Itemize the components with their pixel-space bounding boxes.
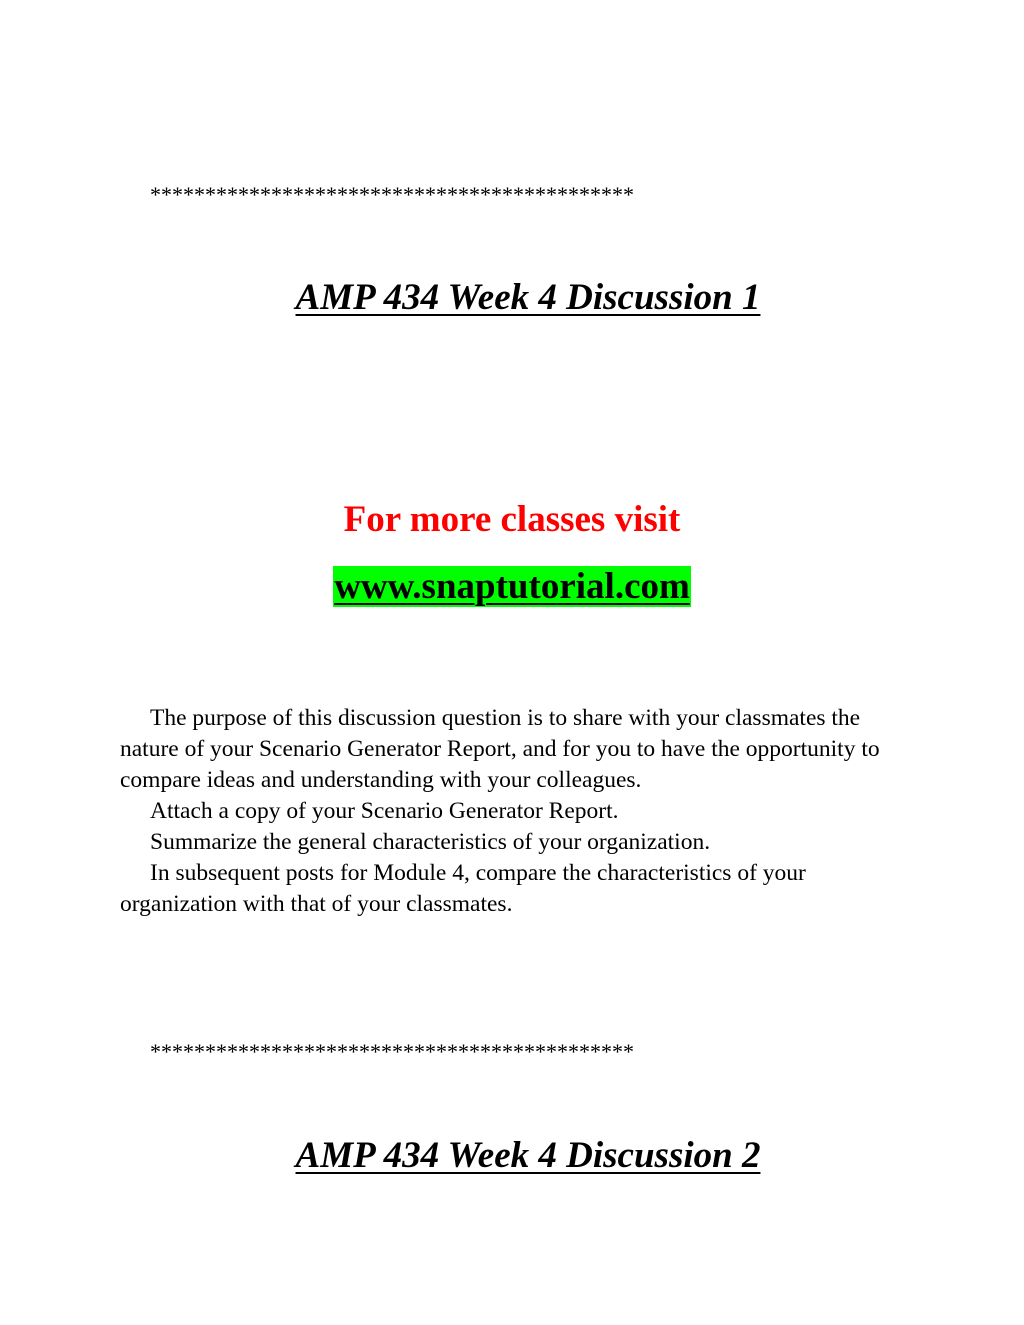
heading-discussion-2-text: AMP 434 Week 4 Discussion 2	[295, 1135, 761, 1176]
heading-discussion-1-text: AMP 434 Week 4 Discussion 1	[295, 277, 761, 318]
heading-discussion-2	[0, 1134, 1024, 1178]
discussion-body	[120, 703, 920, 920]
promo-url-link[interactable]: www.snaptutorial.com	[334, 566, 690, 607]
paragraph-summarize: Summarize the general characteristics of your organization.	[150, 829, 711, 855]
promo-url[interactable]	[0, 565, 1024, 609]
paragraph-attach: Attach a copy of your Scenario Generator Report.	[150, 798, 619, 824]
paragraph-purpose: The purpose of this discussion question is to share with your classmates the nature of your Scenario Generator Report, and for you to have the opportunity to compare ideas and understanding with your colleagues.	[120, 705, 880, 793]
promo-title: For more classes visit	[343, 499, 681, 540]
heading-discussion-1	[0, 276, 1024, 320]
separator-top: ********************************************	[150, 182, 634, 207]
separator-bottom: ********************************************	[150, 1039, 634, 1064]
paragraph-subsequent: In subsequent posts for Module 4, compare the characteristics of your organization with that of your classmates.	[120, 860, 806, 917]
